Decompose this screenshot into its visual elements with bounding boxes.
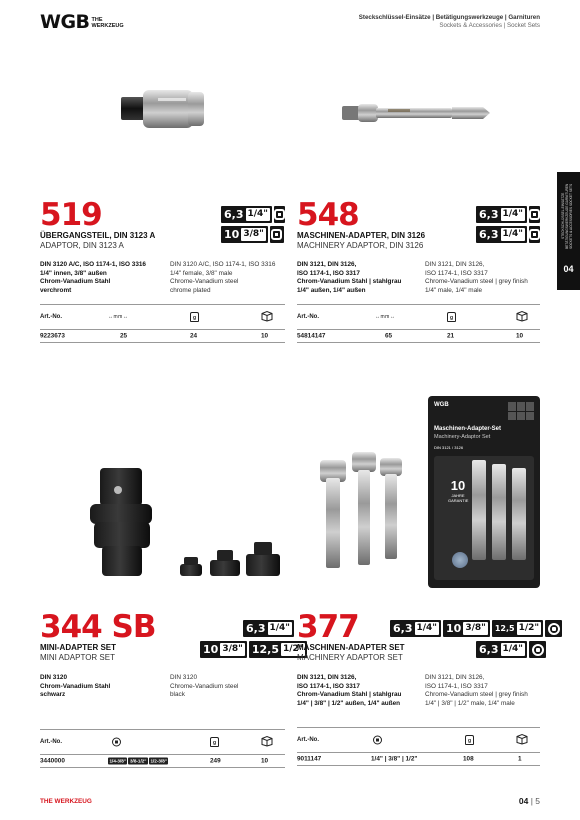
packaging-norm: DIN 3121 / 3126 [434, 445, 464, 450]
square-drive-icon [270, 226, 284, 243]
drive-size-badge: 12,5 1/2" [249, 641, 308, 658]
drive-size-badge: 6,3 1/4" [476, 641, 527, 658]
product-subtitle: MACHINERY ADAPTOR, DIN 3126 [297, 241, 424, 250]
square-drive-icon [545, 620, 562, 637]
box-icon [261, 311, 273, 324]
drive-icon [373, 736, 382, 745]
table-header: Art.-No. g [297, 728, 540, 752]
spec-en-519: DIN 3120 A/C, ISO 1174-1, ISO 3316 1/4" female, 3/8" male Chrome-Vanadium steel chrome plated [170, 261, 276, 294]
spec-de-548: DIN 3121, DIN 3126, ISO 1174-1, ISO 3317 Chrom-Vanadium Stahl | stahlgrau 1/4" außen, 1/4" außen [297, 261, 402, 294]
product-number: 377 [297, 609, 359, 645]
weight-icon: g [190, 312, 199, 322]
product-table-377 [297, 727, 540, 766]
product-image-377 [318, 448, 408, 584]
weight-icon: g [210, 737, 219, 747]
length-icon: ↔mm↔ [375, 314, 396, 320]
chapter-tab[interactable] [557, 172, 580, 290]
product-548 [297, 197, 426, 250]
table-row[interactable]: 3440000 1/4-3/8" 3/8-1/2" 1/2-3/8" 249 10 [40, 754, 285, 768]
size-tags: 1/4-3/8" 3/8-1/2" 1/2-3/8" [109, 758, 167, 764]
packaging-title-en: Machinery-Adaptor Set [434, 434, 491, 440]
spec-en-548: DIN 3121, DIN 3126, ISO 1174-1, ISO 3317 Chrome-Vanadium steel | grey finish 1/4" male, 1/4" male [425, 261, 528, 294]
drive-icon [112, 738, 121, 747]
product-subtitle: ADAPTOR, DIN 3123 A [40, 241, 124, 250]
table-row[interactable]: 9223673 25 24 10 [40, 329, 285, 343]
drive-size-badge: 6,3 1/4" [476, 226, 527, 243]
drive-size-badge: 10 3/8" [443, 620, 490, 637]
square-drive-icon [274, 206, 285, 223]
product-number: 344 SB [40, 609, 156, 645]
table-header: Art.-No. ↔mm↔ g [40, 305, 285, 329]
product-344sb [40, 609, 156, 662]
drive-size-badge: 12,5 1/2" [492, 620, 543, 637]
product-title: MASCHINEN-ADAPTER SET [297, 643, 405, 652]
hex-shank-icon [529, 641, 546, 658]
header-title-de: Steckschlüssel-Einsätze | Betätigungswerkzeuge | Garnituren [358, 14, 540, 21]
product-number: 548 [297, 197, 359, 233]
table-row[interactable]: 9011147 1/4" | 3/8" | 1/2" 108 1 [297, 752, 540, 766]
weight-icon: g [465, 735, 474, 745]
box-icon [261, 736, 273, 749]
logo-line2: WERKZEUG [91, 22, 124, 29]
logo-line1: THE [91, 16, 103, 23]
product-title: ÜBERGANGSTEIL, DIN 3123 A [40, 231, 156, 240]
chapter-tab-text: STECKSCHLÜSSEL-EINSÄTZE BETÄTIGUNGSWERKZEUGE GARNITUREN SOCKETS & ACCESSORIES SOCKET SETS [561, 183, 573, 249]
badge-group-377-top [390, 620, 562, 637]
square-drive-icon [529, 206, 540, 223]
footer-brand: THE WERKZEUG [40, 798, 92, 805]
spec-en-344sb: DIN 3120 Chrome-Vanadium steel black [170, 674, 239, 699]
spec-en-377: DIN 3121, DIN 3126, ISO 1174-1, ISO 3317 Chrome-Vanadium steel | grey finish 1/4" | 3/8" | 1/2" male, 1/4" male [425, 674, 528, 707]
length-icon: ↔mm↔ [108, 314, 129, 320]
logo-mark: WGB [40, 11, 90, 33]
spec-de-519: DIN 3120 A/C, ISO 1174-1, ISO 3316 1/4" innen, 3/8" außen Chrom-Vanadium Stahl verchromt [40, 261, 146, 294]
drive-size-badge: 6,3 1/4" [221, 206, 272, 223]
product-title: MINI-ADAPTER SET [40, 643, 116, 652]
badge-group-344sb-top [243, 620, 294, 637]
hex-shank-icon [529, 226, 540, 243]
drive-size-badge: 6,3 1/4" [243, 620, 294, 637]
product-number: 519 [40, 197, 102, 233]
product-image-344sb [78, 460, 283, 588]
guarantee-seal: 10 JAHRE GARANTIE [448, 478, 469, 503]
packaging-icons [508, 402, 534, 420]
product-519 [40, 197, 156, 250]
header-title-en: Sockets & Accessories | Socket Sets [439, 22, 540, 29]
spec-de-344sb: DIN 3120 Chrom-Vanadium Stahl schwarz [40, 674, 111, 699]
packaging-brand: WGB [434, 402, 449, 408]
product-title: MASCHINEN-ADAPTER, DIN 3126 [297, 231, 426, 240]
table-header: Art.-No. ↔mm↔ g [297, 305, 540, 329]
product-table-548 [297, 304, 540, 343]
badge-group-519 [221, 206, 284, 243]
box-icon [516, 311, 528, 324]
badge-group-548 [476, 206, 539, 243]
product-subtitle: MACHINERY ADAPTOR SET [297, 653, 403, 662]
badge-group-377-bottom [476, 641, 546, 658]
box-icon [516, 734, 528, 747]
spec-de-377: DIN 3121, DIN 3126, ISO 1174-1, ISO 3317 Chrom-Vanadium Stahl | stahlgrau 1/4" | 3/8" | 1/2" außen, 1/4" außen [297, 674, 402, 707]
product-subtitle: MINI ADAPTOR SET [40, 653, 115, 662]
chapter-tab-number: 04 [563, 264, 574, 274]
drive-size-badge: 10 3/8" [221, 226, 268, 243]
hologram-sticker [452, 552, 468, 568]
page-number-value: 5 [535, 796, 540, 806]
packaged-adaptors [468, 456, 532, 576]
weight-icon: g [447, 312, 456, 322]
product-377 [297, 609, 405, 662]
product-image-548 [338, 100, 498, 126]
badge-group-344sb-bottom [200, 641, 307, 658]
product-table-344sb [40, 729, 285, 768]
packaging-title-de: Maschinen-Adapter-Set [434, 426, 502, 432]
drive-size-badge: 10 3/8" [200, 641, 247, 658]
drive-size-badge: 6,3 1/4" [476, 206, 527, 223]
table-header: Art.-No. g [40, 730, 285, 754]
page-number: 04 | 5 [518, 796, 540, 806]
drive-size-badge: 6,3 1/4" [390, 620, 441, 637]
page-section: 04 [518, 796, 529, 806]
page-header [359, 14, 540, 29]
packaging-card [428, 396, 540, 588]
brand-logo [40, 13, 124, 32]
product-table-519 [40, 304, 285, 343]
table-row[interactable]: 54814147 65 21 10 [297, 329, 540, 343]
product-image-519 [118, 80, 213, 140]
